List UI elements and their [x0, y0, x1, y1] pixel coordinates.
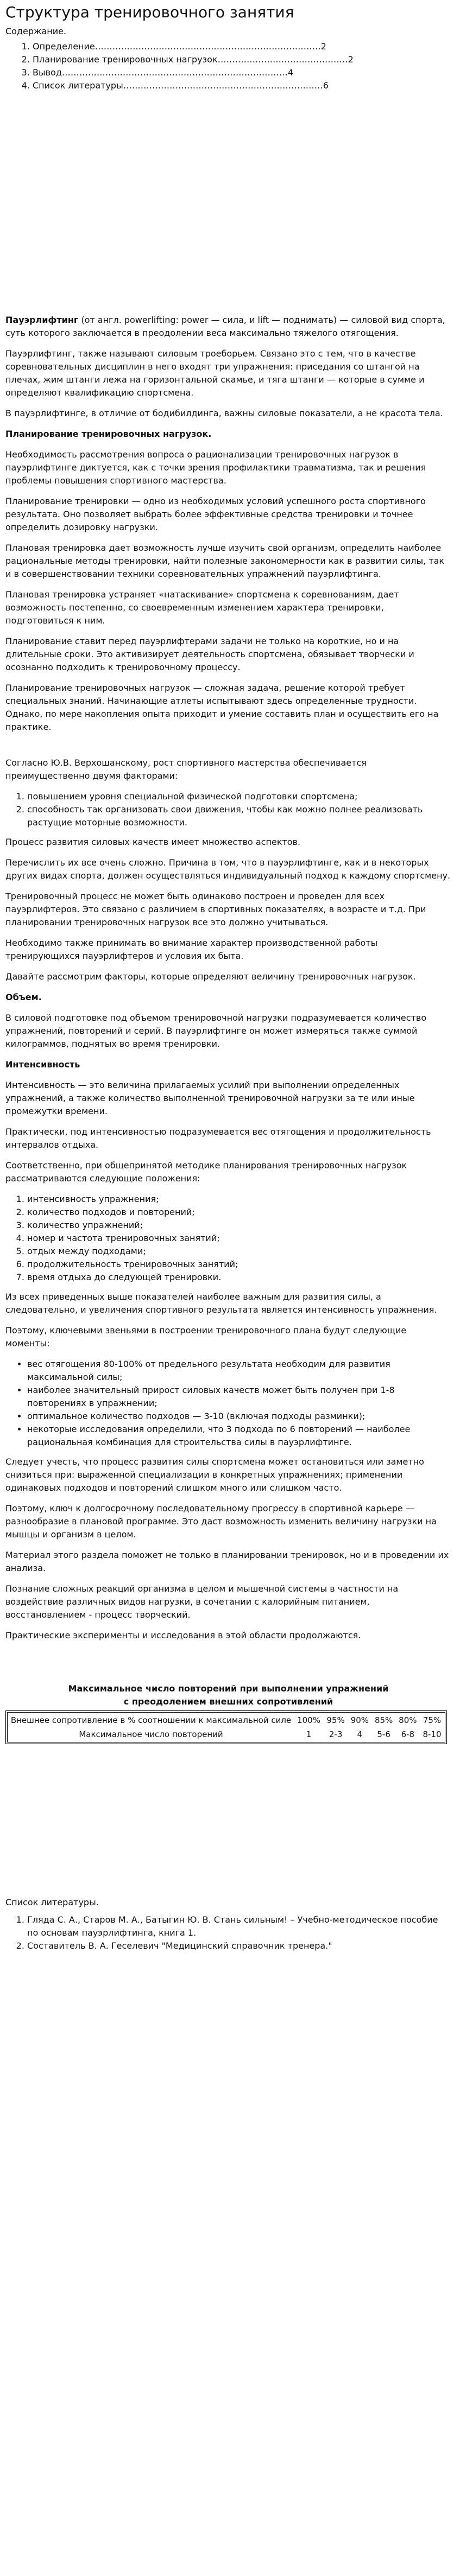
- term-powerlifting: Пауэрлифтинг: [5, 315, 79, 325]
- table-cell-label: Внешнее сопротивление в % соотношении к максимальной силе: [10, 1715, 292, 1725]
- table-cell: 5-6: [377, 1729, 390, 1739]
- table-cell: 4: [357, 1729, 363, 1739]
- body-paragraph: Перечислить их все очень сложно. Причина в том, что в пауэрлифтинге, как и в некоторых других видах спорта, должен осуществляться индивидуальный подход к каждому спортсмену.: [5, 857, 451, 881]
- list-item: • наиболее значительный прирост силовых качеств может быть получен при 1-8 повторениях в упражнении;: [27, 1384, 451, 1410]
- toc-item: 1. Определение……………………………………………………………………2: [33, 40, 451, 53]
- body-paragraph: Планирование ставит перед пауэрлифтерами задачи не только на короткие, но и на длительные сроки. Это активизирует деятельность спортсмена, обязывает творчески и осознанно подходить к тренировочному процессу.: [5, 636, 414, 672]
- body-paragraph: Соответственно, при общепринятой методике планирования тренировочных нагрузок рассматриваются следующие положения:: [5, 1160, 407, 1184]
- list-item: 6. продолжительность тренировочных занятий;: [27, 1258, 451, 1271]
- intro-paragraph: В пауэрлифтинге, в отличие от бодибилдинга, важны силовые показатели, а не красота тела.: [5, 408, 443, 418]
- repetitions-table: [5, 1710, 447, 1744]
- toc-title: Содержание.: [5, 26, 67, 36]
- body-paragraph: Планирование тренировочных нагрузок — сложная задача, решение которой требует специальных знаний. Начинающие атлеты испытывают здесь определенные трудности. Однако, по мере накопления опыта приходит и умение составить план и осуществить его на практике.: [5, 683, 439, 732]
- list-item: 2. Составитель В. А. Геселевич "Медицинский справочник тренера.": [27, 1939, 451, 1952]
- body-paragraph: Познание сложных реакций организма в целом и мышечной системы в частности на воздействие различных видов нагрузки, в сочетании с калорийным питанием, восстановлением - процесс творческий.: [5, 1583, 399, 1620]
- body-paragraph: Следует учесть, что процесс развития силы спортсмена может остановиться или заметно снизиться при: выраженной специализации в конкретных упражнениях; применении одинаковых подходов и повторений слишком много или слишком часто.: [5, 1456, 424, 1493]
- list-item: 4. номер и частота тренировочных занятий;: [27, 1232, 451, 1245]
- body-paragraph: Тренировочный процесс не может быть одинаково построен и проведен для всех пауэрлифтеров. Это связано с различием в спортивных показателях, в возрасте и т.д. При планировании тренировочных нагрузок все это должно учитываться.: [5, 891, 426, 927]
- body-paragraph: Планирование тренировки — одно из необходимых условий успешного роста спортивного результата. Оно позволяет выбрать более эффективные средства тренировки и точнее определить дозировку нагрузки.: [5, 496, 426, 532]
- body-paragraph: Давайте рассмотрим факторы, которые определяют величину тренировочных нагрузок.: [5, 971, 416, 982]
- body-paragraph: Необходимость рассмотрения вопроса о рационализации тренировочных нагрузок в пауэрлифтинге диктуется, как с точки зрения профилактики травматизма, так и решения проблемы повышения спортивного мастерства.: [5, 449, 426, 486]
- table-caption: [5, 1682, 451, 1708]
- table-cell: 85%: [374, 1715, 393, 1725]
- list-item: 3. количество упражнений;: [27, 1219, 451, 1232]
- list-item: 1. интенсивность упражнения;: [27, 1193, 451, 1206]
- table-cell-label: Максимальное число повторений: [79, 1729, 223, 1739]
- list-item: 2. способность так организовать свои движения, чтобы как можно полнее реализовать растущие моторные возможности.: [27, 803, 451, 829]
- toc-item: 3. Вывод……………………………………………………………………4: [33, 66, 451, 79]
- blank-space: [5, 1744, 451, 1896]
- table-row: [9, 1714, 444, 1727]
- toc-item: 4. Список литературы……………………………………………………………6: [33, 79, 451, 92]
- body-paragraph: Поэтому, ключ к долгосрочному последовательному прогрессу в спортивной карьере — разнообразие в плановой программе. Это даст возможность изменить величину нагрузки на мышцы и организм в целом.: [5, 1503, 437, 1540]
- factors-list: [5, 790, 451, 829]
- table-cell: 90%: [350, 1715, 369, 1725]
- body-paragraph: Процесс развития силовых качеств имеет множество аспектов.: [5, 837, 301, 847]
- list-item: • некоторые исследования определили, что 3 подхода по 6 повторений — наиболее рациональная комбинация для строительства силы в пауэрлифтинге.: [27, 1423, 451, 1449]
- blank-space: [5, 741, 451, 756]
- blank-space: [5, 99, 451, 314]
- table-cell: 80%: [399, 1715, 417, 1725]
- table-cell: 100%: [297, 1715, 320, 1725]
- list-item: 7. время отдыха до следующей тренировки.: [27, 1271, 451, 1284]
- section-heading-intensity: [5, 1058, 451, 1071]
- toc-item: 2. Планирование тренировочных нагрузок………………………………………2: [33, 53, 451, 66]
- page-title: Структура тренировочного занятия: [5, 3, 294, 21]
- heading-text: Интенсивность: [5, 1059, 80, 1070]
- list-item: • оптимальное количество подходов — 3-10 (включая подходы разминки);: [27, 1410, 451, 1423]
- list-item: 1. Гляда С. А., Старов М. А., Батыгин Ю. В. Стань сильным! – Учебно-методическое пособие по основам пауэрлифтинга, книга 1.: [27, 1913, 451, 1939]
- table-row: [9, 1728, 444, 1741]
- intro-definition: (от англ. powerlifting: power — сила, и lift — поднимать) — силовой вид спорта, суть которого заключается в преодолении веса максимально тяжелого отягощения.: [5, 315, 445, 338]
- table-cell: 95%: [326, 1715, 345, 1725]
- section-heading-planning: [5, 428, 451, 441]
- table-of-contents: [11, 40, 451, 92]
- literature-title: Список литературы.: [5, 1897, 99, 1907]
- intro-paragraph: [5, 314, 451, 340]
- intro-paragraph: Пауэрлифтинг, также называют силовым троеборьем. Связано это с тем, что в качестве соревновательных дисциплин в него входят три упражнения: приседания со штангой на плечах, жим штанги лежа на горизонтальной скамье, и тяга штанги — которые в сумме и определяют квалификацию спортсмена.: [5, 348, 425, 398]
- section-heading-volume: [5, 991, 451, 1004]
- table-cell: 8-10: [423, 1729, 442, 1739]
- body-paragraph: Практические эксперименты и исследования в этой области продолжаются.: [5, 1630, 361, 1640]
- body-paragraph: Плановая тренировка дает возможность лучше изучить свой организм, определить наиболее рациональные методы тренировки, найти полезные закономерности как в развитии силы, так и в совершенствовании техники соревновательных упражнений пауэрлифтинга.: [5, 543, 445, 579]
- positions-list: [5, 1193, 451, 1284]
- table-cell: 6-8: [401, 1729, 415, 1739]
- key-points-list: [5, 1358, 451, 1449]
- list-item: • вес отягощения 80-100% от предельного результата необходим для развития максимальной силы;: [27, 1358, 451, 1384]
- table-cell: 1: [306, 1729, 312, 1739]
- body-paragraph: В силовой подготовке под объемом тренировочной нагрузки подразумевается количество упражнений, повторений и серий. В пауэрлифтинге он может измеряться также суммой килограммов, поднятых во время тренировки.: [5, 1013, 427, 1049]
- body-paragraph: Из всех приведенных выше показателей наиболее важным для развития силы, а следовательно, и увеличения спортивного результата является интенсивность упражнения.: [5, 1292, 437, 1315]
- table-cell: 75%: [423, 1715, 442, 1725]
- blank-space: [5, 1650, 451, 1682]
- body-paragraph: Практически, под интенсивностью подразумевается вес отягощения и продолжительность интервалов отдыха.: [5, 1127, 431, 1150]
- heading-text: Объем.: [5, 992, 42, 1002]
- body-paragraph: Поэтому, ключевыми звеньями в построении тренировочного плана будут следующие моменты:: [5, 1325, 407, 1349]
- body-paragraph: Материал этого раздела поможет не только в планировании тренировок, но и в проведении их анализа.: [5, 1550, 449, 1573]
- table-cell: 2-3: [329, 1729, 343, 1739]
- list-item: 2. количество подходов и повторений;: [27, 1206, 451, 1219]
- body-paragraph: Плановая тренировка устраняет «натаскивание» спортсмена к соревнованиям, дает возможность постепенно, со своевременным изменением характера тренировки, подготовиться к ним.: [5, 589, 399, 626]
- list-item: 1. повышением уровня специальной физической подготовки спортсмена;: [27, 790, 451, 803]
- body-paragraph: Согласно Ю.В. Верхошанскому, рост спортивного мастерства обеспечивается преимущественно двумя факторами:: [5, 758, 367, 781]
- heading-text: Планирование тренировочных нагрузок.: [5, 429, 212, 439]
- literature-list: [5, 1913, 451, 1952]
- body-paragraph: Интенсивность — это величина прилагаемых усилий при выполнении определенных упражнений, а также количество выполненной тренировочной нагрузки за те или иные промежутки времени.: [5, 1080, 415, 1116]
- list-item: 5. отдых между подходами;: [27, 1245, 451, 1258]
- caption-line: Максимальное число повторений при выполнении упражнений: [68, 1683, 389, 1694]
- body-paragraph: Необходимо также принимать во внимание характер производственной работы тренирующихся пауэрлифтеров и условия их быта.: [5, 938, 378, 961]
- caption-line: с преодолением внешних сопротивлений: [123, 1696, 333, 1707]
